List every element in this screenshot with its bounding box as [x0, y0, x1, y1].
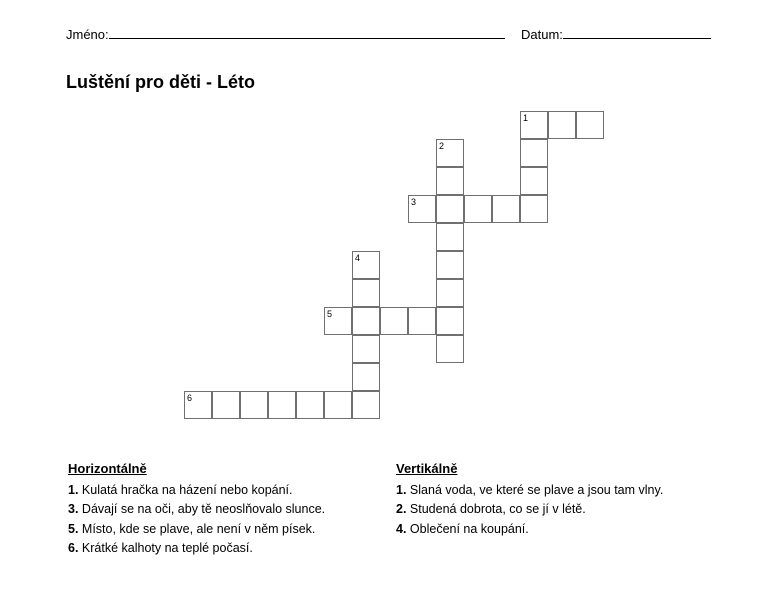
- crossword-cell[interactable]: [436, 251, 464, 279]
- crossword-cell[interactable]: [352, 391, 380, 419]
- across-heading: Horizontálně: [68, 461, 147, 476]
- crossword-cell[interactable]: [436, 167, 464, 195]
- across-clues: [68, 459, 325, 559]
- crossword-cell[interactable]: [576, 111, 604, 139]
- across-clue: 1. Kulatá hračka na házení nebo kopání.: [68, 482, 293, 497]
- crossword-cell[interactable]: [296, 391, 324, 419]
- crossword-cell[interactable]: [464, 195, 492, 223]
- crossword-cell[interactable]: [492, 195, 520, 223]
- down-clue: 2. Studená dobrota, co se jí v létě.: [396, 502, 586, 516]
- crossword-cell[interactable]: [212, 391, 240, 419]
- crossword-cell[interactable]: [436, 307, 464, 335]
- crossword-cell[interactable]: [324, 307, 352, 335]
- crossword-cell[interactable]: [436, 195, 464, 223]
- crossword-cell[interactable]: [268, 391, 296, 419]
- crossword-cell[interactable]: [436, 279, 464, 307]
- crossword-cell[interactable]: [408, 195, 436, 223]
- crossword-cell[interactable]: [408, 307, 436, 335]
- down-clue: 1. Slaná voda, ve které se plave a jsou tam vlny.: [396, 482, 664, 497]
- crossword-cell[interactable]: [324, 391, 352, 419]
- date-label: Datum:: [521, 27, 563, 42]
- crossword-cell[interactable]: [520, 111, 548, 139]
- across-clue: 5. Místo, kde se plave, ale není v něm písek.: [68, 521, 316, 536]
- crossword-cell[interactable]: [352, 307, 380, 335]
- crossword-cell[interactable]: [520, 195, 548, 223]
- crossword-cell[interactable]: [184, 391, 212, 419]
- crossword-cell[interactable]: [352, 363, 380, 391]
- across-clue: 3. Dávají se na oči, aby tě neoslňovalo slunce.: [68, 502, 326, 516]
- clue-number: 3: [411, 197, 417, 207]
- crossword-cell[interactable]: [436, 223, 464, 251]
- clue-number: 5: [327, 309, 333, 319]
- crossword-cell[interactable]: [436, 335, 464, 363]
- clue-number: 4: [355, 253, 361, 263]
- crossword-cell[interactable]: [436, 139, 464, 167]
- crossword-cell[interactable]: [352, 335, 380, 363]
- crossword-cell[interactable]: [548, 111, 576, 139]
- across-clue: 6. Krátké kalhoty na teplé počasí.: [68, 541, 253, 555]
- clue-number: 2: [439, 141, 445, 151]
- crossword-cell[interactable]: [240, 391, 268, 419]
- clue-number: 1: [523, 113, 529, 123]
- down-clues: [396, 459, 663, 539]
- name-label: Jméno:: [66, 27, 109, 42]
- crossword-cell[interactable]: [352, 251, 380, 279]
- crossword-cell[interactable]: [380, 307, 408, 335]
- down-heading: Vertikálně: [396, 461, 458, 476]
- crossword-cell[interactable]: [520, 139, 548, 167]
- down-clue: 4. Oblečení na koupání.: [396, 521, 529, 536]
- page-title: Luštění pro děti - Léto: [66, 72, 255, 92]
- clue-number: 6: [187, 393, 193, 403]
- crossword-cell[interactable]: [352, 279, 380, 307]
- crossword-cell[interactable]: [520, 167, 548, 195]
